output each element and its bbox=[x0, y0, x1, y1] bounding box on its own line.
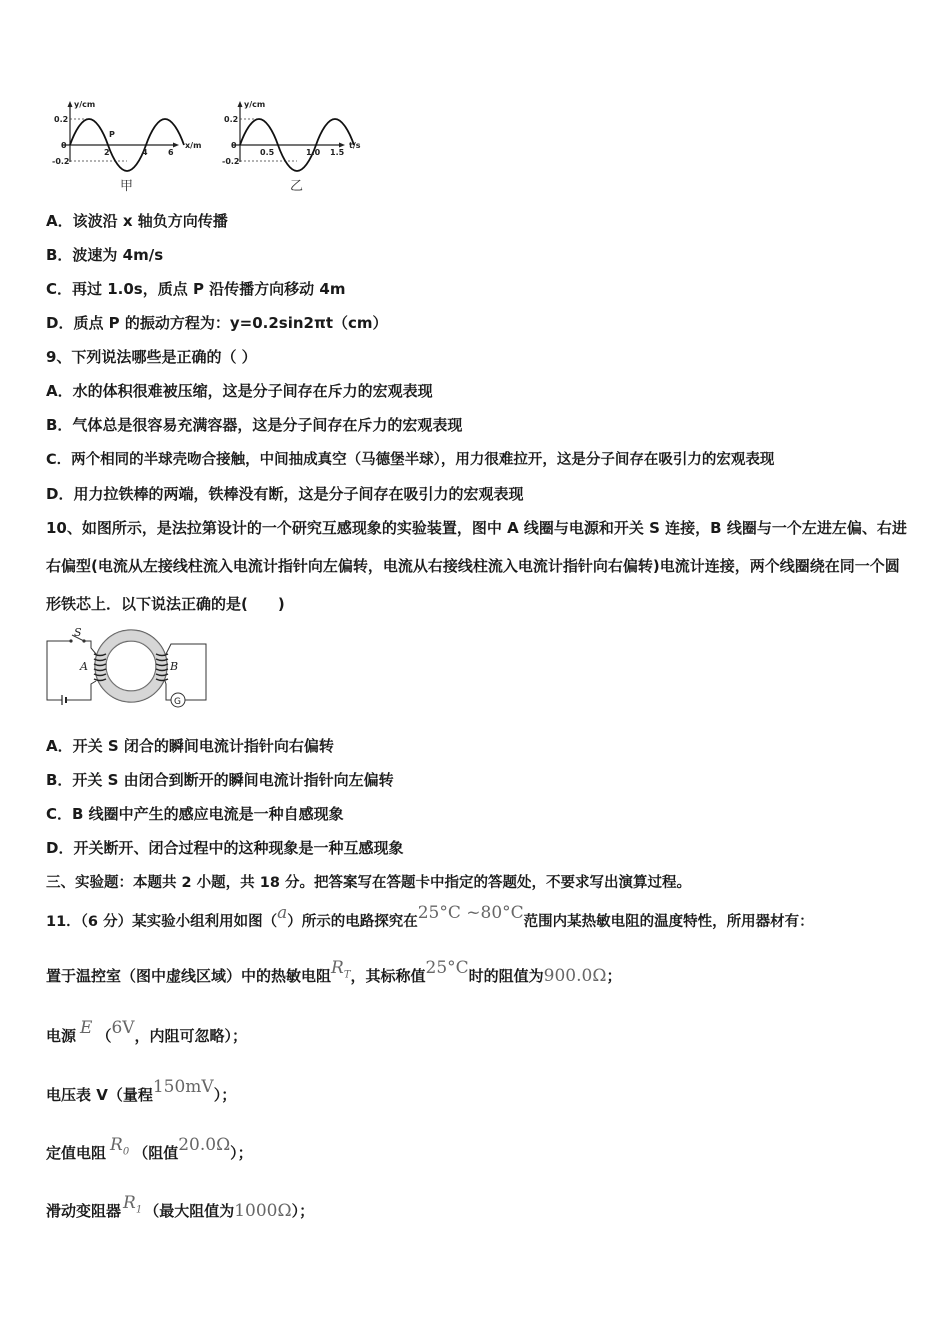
y-tick-label: -0.2 bbox=[222, 157, 240, 166]
coil-a-label: A bbox=[80, 660, 88, 673]
q10-option-c: C．B 线圈中产生的感应电流是一种自感现象 bbox=[46, 805, 344, 823]
x-tick-label: 0.5 bbox=[260, 148, 275, 157]
y-tick-label: 0.2 bbox=[54, 115, 69, 124]
q8-option-a: A．该波沿 x 轴负方向传播 bbox=[46, 212, 228, 230]
x-axis-label-yi: t/s bbox=[349, 141, 361, 150]
galvanometer-label: G bbox=[174, 697, 181, 707]
y-axis-label-yi: y/cm bbox=[244, 100, 266, 109]
math-25c: 25°C bbox=[425, 958, 469, 978]
q9-option-d: D．用力拉铁棒的两端，铁棒没有断，这是分子间存在吸引力的宏观表现 bbox=[46, 485, 524, 503]
math-r0: $R_0$ bbox=[110, 1135, 130, 1158]
q10-option-b: B．开关 S 由闭合到断开的瞬间电流计指针向左偏转 bbox=[46, 771, 394, 789]
math-r1: $R_1$ bbox=[123, 1193, 143, 1216]
math-6v: 6V bbox=[111, 1018, 135, 1038]
q8-option-c: C．再过 1.0s，质点 P 沿传播方向移动 4m bbox=[46, 280, 346, 298]
math-e: E bbox=[80, 1018, 93, 1038]
y-axis-label-jia: y/cm bbox=[74, 100, 96, 109]
q8-option-b: B．波速为 4m/s bbox=[46, 246, 164, 264]
math-temperature-range: 25°C ~80°C bbox=[417, 903, 524, 923]
q11-line-6: 滑动变阻器 $R_1$ （最大阻值为1000Ω）； bbox=[46, 1193, 315, 1221]
wave-graph-yi bbox=[218, 98, 378, 196]
y-tick-label: 0 bbox=[231, 141, 237, 150]
math-1000-ohm: 1000Ω bbox=[234, 1201, 292, 1221]
y-tick-label: 0 bbox=[61, 141, 67, 150]
point-p-label: P bbox=[109, 130, 115, 139]
q9-option-a: A．水的体积很难被压缩，这是分子间存在斥力的宏观表现 bbox=[46, 382, 433, 400]
q10-stem: 10、如图所示，是法拉第设计的一个研究互感现象的实验装置，图中 A 线圈与电源和开关 S 连接，B 线圈与一个左进左偏、右进右偏型(电流从左接线柱流入电流计指针向左偏转，电流从右接线柱流入电流计指针向右偏转)电流计连接，两个线圈绕在同一个圆形铁芯上．以下说法正确的是( ) bbox=[46, 519, 907, 613]
wave-graph-jia bbox=[48, 98, 208, 196]
y-tick-label: -0.2 bbox=[52, 157, 70, 166]
switch-label: S bbox=[74, 626, 82, 639]
q11-line-1: 11．（6 分）某实验小组利用如图（a）所示的电路探究在25°C ~80°C范围内某热敏电阻的温度特性，所用器材有： bbox=[46, 903, 814, 930]
q10-option-d: D．开关断开、闭合过程中的这种现象是一种互感现象 bbox=[46, 839, 404, 857]
x-tick-label: 1.5 bbox=[330, 148, 345, 157]
section-3-heading: 三、实验题：本题共 2 小题，共 18 分。把答案写在答题卡中指定的答题处，不要求写出演算过程。 bbox=[46, 875, 691, 891]
x-tick-label: 2 bbox=[104, 148, 110, 157]
q8-option-d: D．质点 P 的振动方程为：y=0.2sin2πt（cm） bbox=[46, 314, 388, 332]
x-axis-label-jia: x/m bbox=[185, 141, 202, 150]
x-tick-label: 1.0 bbox=[306, 148, 321, 157]
q11-line-4: 电压表 V（量程150mV）； bbox=[46, 1077, 237, 1104]
graph-caption-yi: 乙 bbox=[290, 179, 304, 194]
y-tick-label: 0.2 bbox=[224, 115, 239, 124]
q9-option-b: B．气体总是很容易充满容器，这是分子间存在斥力的宏观表现 bbox=[46, 416, 463, 434]
q10-option-a: A．开关 S 闭合的瞬间电流计指针向右偏转 bbox=[46, 737, 334, 755]
math-900-ohm: 900.0Ω bbox=[543, 966, 607, 986]
coil-b-label: B bbox=[170, 660, 179, 673]
math-a: a bbox=[277, 903, 288, 923]
q11-line-2: 置于温控室（图中虚线区域）中的热敏电阻$R_T$，其标称值25°C时的阻值为900.0Ω； bbox=[46, 958, 622, 986]
math-150mv: 150mV bbox=[152, 1077, 214, 1097]
faraday-apparatus-figure bbox=[44, 626, 210, 712]
q11-line-3: 电源 E （6V，内阻可忽略）； bbox=[46, 1018, 248, 1045]
graph-caption-jia: 甲 bbox=[120, 179, 134, 194]
q11-line-5: 定值电阻 $R_0$ （阻值20.0Ω）； bbox=[46, 1135, 253, 1162]
q9-option-c: C．两个相同的半球壳吻合接触，中间抽成真空（马德堡半球），用力很难拉开，这是分子间存在吸引力的宏观表现 bbox=[46, 452, 775, 468]
math-20-ohm: 20.0Ω bbox=[178, 1135, 231, 1155]
q9-stem: 9、下列说法哪些是正确的（ ） bbox=[46, 348, 257, 366]
x-tick-label: 6 bbox=[168, 148, 174, 157]
math-rt: $R_T$ bbox=[331, 958, 351, 981]
x-tick-label: 4 bbox=[142, 148, 148, 157]
